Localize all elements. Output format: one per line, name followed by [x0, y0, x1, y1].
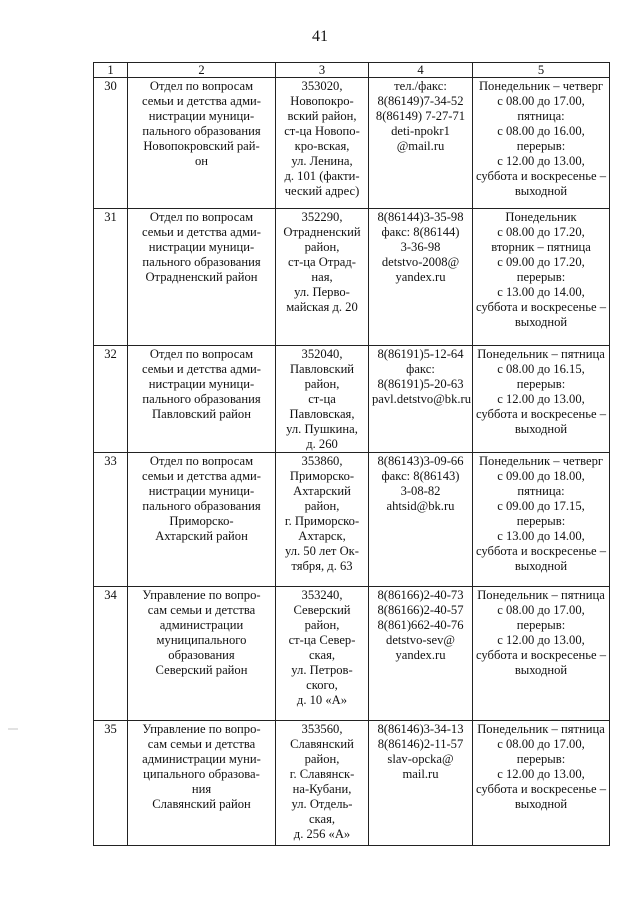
schedule-cell: Понедельник с 08.00 до 17.20, вторник – пятница с 09.00 до 17.20, перерыв: с 13.00 до 14.00, суббота и воскресенье – выходной: [473, 209, 610, 346]
contacts-cell: 8(86144)3-35-98 факс: 8(86144) 3-36-98 detstvo-2008@ yandex.ru: [369, 209, 473, 346]
organization-name: Отдел по вопросам семьи и детства адми- нистрации муници- пального образования Новопокровский рай- он: [128, 78, 276, 209]
column-header-address: 3: [276, 63, 369, 78]
row-number: 32: [94, 346, 128, 453]
contacts-cell: 8(86191)5-12-64 факс: 8(86191)5-20-63 pavl.detstvo@bk.ru: [369, 346, 473, 453]
schedule-cell: Понедельник – пятница с 08.00 до 16.15, перерыв: с 12.00 до 13.00, суббота и воскресенье – выходной: [473, 346, 610, 453]
schedule-cell: Понедельник – пятница с 08.00 до 17.00, перерыв: с 12.00 до 13.00, суббота и воскресенье – выходной: [473, 721, 610, 846]
row-number: 30: [94, 78, 128, 209]
row-number: 31: [94, 209, 128, 346]
scan-artifact: [8, 728, 18, 730]
page-number: 41: [312, 28, 328, 45]
contacts-table: [93, 62, 610, 846]
address-cell: 353020, Новопокро- вский район, ст-ца Новопо- кро-вская, ул. Ленина, д. 101 (факти- ческий адрес): [276, 78, 369, 209]
column-header-organization: 2: [128, 63, 276, 78]
address-cell: 352040, Павловский район, ст-ца Павловская, ул. Пушкина, д. 260: [276, 346, 369, 453]
column-header-contacts: 4: [369, 63, 473, 78]
contacts-cell: 8(86143)3-09-66 факс: 8(86143) 3-08-82 ahtsid@bk.ru: [369, 453, 473, 587]
address-cell: 353560, Славянский район, г. Славянск- на-Кубани, ул. Отдель- ская, д. 256 «А»: [276, 721, 369, 846]
table-row: [94, 721, 610, 846]
address-cell: 353240, Северский район, ст-ца Север- ская, ул. Петров- ского, д. 10 «А»: [276, 587, 369, 721]
schedule-cell: Понедельник – четверг с 08.00 до 17.00, пятница: с 08.00 до 16.00, перерыв: с 12.00 до 13.00, суббота и воскресенье – выходной: [473, 78, 610, 209]
table-row: [94, 587, 610, 721]
row-number: 35: [94, 721, 128, 846]
contacts-cell: тел./факс: 8(86149)7-34-52 8(86149) 7-27-71 deti-npokr1 @mail.ru: [369, 78, 473, 209]
column-header-number: 1: [94, 63, 128, 78]
table-row: [94, 209, 610, 346]
schedule-cell: Понедельник – четверг с 09.00 до 18.00, пятница: с 09.00 до 17.15, перерыв: с 13.00 до 14.00, суббота и воскресенье – выходной: [473, 453, 610, 587]
organization-name: Отдел по вопросам семьи и детства адми- нистрации муници- пального образования Отрадненский район: [128, 209, 276, 346]
organization-name: Отдел по вопросам семьи и детства адми- нистрации муници- пального образования Павловский район: [128, 346, 276, 453]
header-row: [94, 63, 610, 78]
address-cell: 353860, Приморско- Ахтарский район, г. Приморско- Ахтарск, ул. 50 лет Ок- тября, д. 63: [276, 453, 369, 587]
row-number: 33: [94, 453, 128, 587]
organization-name: Управление по вопро- сам семьи и детства администрации муни- ципального образова- ния Славянский район: [128, 721, 276, 846]
contacts-cell: 8(86146)3-34-13 8(86146)2-11-57 slav-opcka@ mail.ru: [369, 721, 473, 846]
column-header-schedule: 5: [473, 63, 610, 78]
table-row: [94, 78, 610, 209]
table-row: [94, 453, 610, 587]
address-cell: 352290, Отрадненский район, ст-ца Отрад- ная, ул. Перво- майская д. 20: [276, 209, 369, 346]
organization-name: Отдел по вопросам семьи и детства адми- нистрации муници- пального образования Приморско- Ахтарский район: [128, 453, 276, 587]
contacts-cell: 8(86166)2-40-73 8(86166)2-40-57 8(861)662-40-76 detstvo-sev@ yandex.ru: [369, 587, 473, 721]
row-number: 34: [94, 587, 128, 721]
table-row: [94, 346, 610, 453]
schedule-cell: Понедельник – пятница с 08.00 до 17.00, перерыв: с 12.00 до 13.00, суббота и воскресенье – выходной: [473, 587, 610, 721]
organization-name: Управление по вопро- сам семьи и детства администрации муниципального образования Северский район: [128, 587, 276, 721]
